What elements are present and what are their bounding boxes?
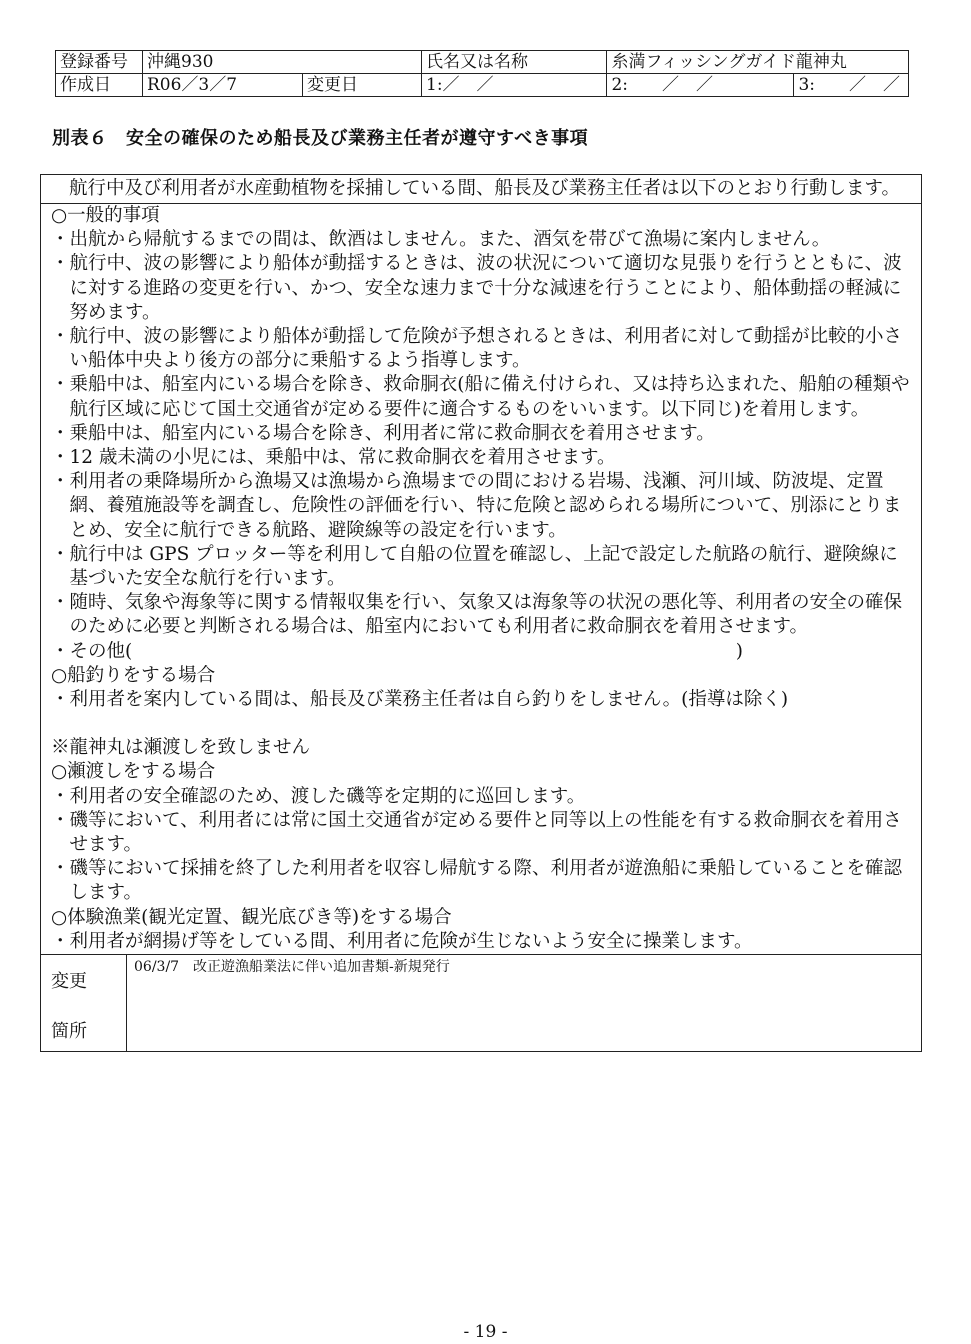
rules-box	[40, 174, 922, 1052]
name-label: 氏名又は名称	[422, 51, 607, 74]
section-heading-experience: ○体験漁業(観光定置、観光底びき等)をする場合	[51, 906, 452, 928]
other-item: ・その他( )	[51, 640, 743, 662]
list-item: ・ 随時、気象や海象等に関する情報収集を行い、気象又は海象等の状況の悪化等、利用者の安全の確保のために必要と判断される場合は、船室内においても利用者に救命胴衣を着用させます。	[51, 592, 903, 638]
section-heading-fishing: ○船釣りをする場合	[51, 664, 216, 686]
list-item: ・ 航行中、波の影響により船体が動揺するときは、波の状況について適切な見張りを行うとともに、波に対する進路の変更を行い、かつ、安全な速力まで十分な減速を行うことにより、船体動揺の軽減に努めます。	[51, 253, 902, 323]
list-item: ・ 利用者の乗降場所から漁場又は漁場から漁場までの間における岩場、浅瀬、河川域、防波堤、定置網、養殖施設等を調査し、危険性の評価を行い、特に危険と認められる場所について、別添にとりまとめ、安全に航行できる航路、避険線等の設定を行います。	[51, 471, 902, 541]
changes-label: 変更 箇所	[41, 955, 127, 1051]
list-item: ・ 磯等において採捕を終了した利用者を収容し帰航する際、利用者が遊漁船に乗船していることを確認します。	[51, 858, 903, 904]
section-heading-general: ○一般的事項	[51, 205, 160, 226]
changed-label: 変更日	[307, 74, 358, 95]
list-item: ・ 出航から帰航するまでの間は、飲酒はしません。また、酒気を帯びて漁場に案内しません。	[51, 229, 831, 251]
section-heading-ferry: ○瀬渡しをする場合	[51, 761, 216, 783]
created-value: R06／3／7	[143, 74, 303, 96]
list-item: ・ 乗船中は、船室内にいる場合を除き、利用者に常に救命胴衣を着用させます。	[51, 422, 715, 444]
list-item: ・ 利用者の安全確認のため、渡した磯等を定期的に巡回します。	[51, 785, 586, 807]
list-item: ・ 航行中は GPS プロッター等を利用して自船の位置を確認し、上記で設定した航路の航行、避険線に基づいた安全な航行を行います。	[51, 543, 898, 590]
page-number: - 19 -	[463, 1322, 508, 1342]
created-label: 作成日	[56, 74, 143, 97]
name-value: 糸満フィッシングガイド龍神丸	[607, 51, 909, 74]
page-title: 別表６ 安全の確保のため船長及び業務主任者が遵守すべき事項	[52, 128, 589, 149]
intro-paragraph: 航行中及び利用者が水産動植物を採捕している間、船長及び業務主任者は以下のとおり行動します。	[41, 175, 921, 204]
list-item: ・ 利用者を案内している間は、船長及び業務主任者は自ら釣りをしません。(指導は除く)	[51, 689, 789, 711]
changes-row	[41, 954, 921, 1051]
list-item: ・ 航行中、波の影響により船体が動揺して危険が予想されるときは、利用者に対して動揺が比較的小さい船体中央より後方の部分に乗船するよう指導します。	[51, 326, 903, 372]
ferry-note: ※龍神丸は瀬渡しを致しません	[51, 737, 311, 759]
change-1: 1:／ ／	[422, 74, 607, 97]
list-item: ・ 12 歳未満の小児には、乗船中は、常に救命胴衣を着用させます。	[51, 447, 616, 469]
changes-content: 06/3/7 改正遊漁船業法に伴い追加書類-新規発行	[134, 959, 450, 976]
list-item: ・ 利用者が網揚げ等をしている間、利用者に危険が生じないよう安全に操業します。	[51, 930, 753, 952]
change-3: 3: ／ ／	[794, 74, 909, 97]
list-item: ・ 乗船中は、船室内にいる場合を除き、救命胴衣(船に備え付けられ、又は持ち込まれた、船舶の種類や航行区域に応じて国土交通省が定める要件に適合するものをいいます。以下同じ)を着用します。	[51, 374, 910, 420]
list-item: ・ 磯等において、利用者には常に国土交通省が定める要件と同等以上の性能を有する救命胴衣を着用させます。	[51, 809, 902, 856]
reg-no-label: 登録番号	[56, 51, 143, 74]
reg-no-value: 沖縄930	[143, 51, 422, 74]
rules-body	[41, 204, 921, 954]
header-table	[55, 50, 909, 97]
change-2: 2: ／ ／	[607, 74, 794, 97]
